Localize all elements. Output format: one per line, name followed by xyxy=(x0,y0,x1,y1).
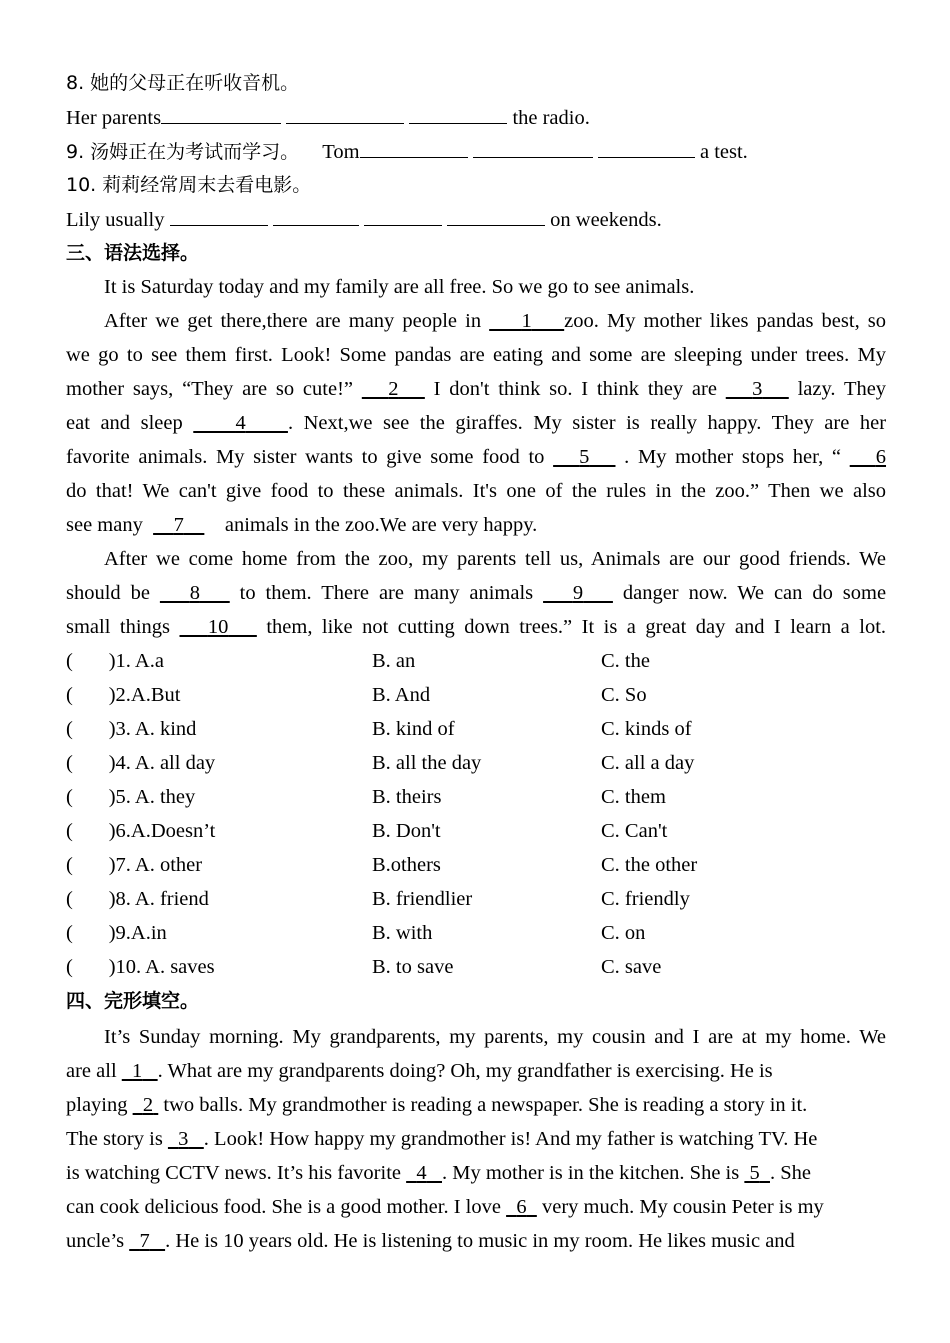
answer-blank[interactable] xyxy=(273,204,359,226)
option-c[interactable]: C. So xyxy=(601,684,647,706)
option-c[interactable]: C. save xyxy=(601,956,662,978)
option-a[interactable]: ( )6.A.Doesn’t xyxy=(66,820,216,842)
paragraph-line: mother says, “They are so cute!” 2 I don't think so. I think they are 3 lazy. They xyxy=(66,378,887,400)
blank-number: 6 xyxy=(875,446,887,468)
option-a[interactable]: ( )9.A.in xyxy=(66,922,167,944)
paragraph-line: small things 10 them, like not cutting down trees.” It is a great day and I learn a lot. xyxy=(66,616,887,638)
paragraph-line: we go to see them first. Look! Some pandas are eating and some are sleeping under trees. My xyxy=(66,344,886,366)
option-b[interactable]: B. Don't xyxy=(372,820,441,842)
option-b[interactable]: B. And xyxy=(372,684,431,706)
blank-number: 3 xyxy=(752,378,763,400)
answer-blank[interactable] xyxy=(286,102,404,124)
option-a[interactable]: ( )10. A. saves xyxy=(66,956,215,978)
paragraph-line: see many 7 animals in the zoo.We are very happy. xyxy=(66,514,538,536)
blank-number: 5 xyxy=(579,446,590,468)
section-heading: 四、完形填空。 xyxy=(66,990,200,1012)
paragraph-line: are all 1 . What are my grandparents doing? Oh, my grandfather is exercising. He is xyxy=(66,1060,773,1082)
q8-english xyxy=(66,102,886,132)
paragraph-line: It is Saturday today and my family are all free. So we go to see animals. xyxy=(104,276,695,298)
option-b[interactable]: B. an xyxy=(372,650,416,672)
blank-number: 4 xyxy=(416,1162,427,1184)
option-c[interactable]: C. the other xyxy=(601,854,698,876)
q8-text-start: Her parents xyxy=(66,107,162,129)
paragraph-line: eat and sleep 4 . Next,we see the giraffes. My sister is really happy. They are her xyxy=(66,412,887,434)
blank-number: 2 xyxy=(142,1094,154,1116)
option-a[interactable]: ( )8. A. friend xyxy=(66,888,209,910)
option-a[interactable]: ( )5. A. they xyxy=(66,786,196,808)
blank-number: 6 xyxy=(516,1196,527,1218)
paragraph-line: can cook delicious food. She is a good mother. I love 6 very much. My cousin Peter is my xyxy=(66,1196,824,1218)
answer-blank[interactable] xyxy=(161,102,281,124)
blank-number: 2 xyxy=(388,378,399,400)
option-b[interactable]: B. kind of xyxy=(372,718,455,740)
paragraph-line: do that! We can't give food to these animals. It's one of the rules in the zoo.” Then we also xyxy=(66,480,886,502)
q10-text-start: Lily usually xyxy=(66,209,165,231)
blank-number: 8 xyxy=(189,582,200,604)
option-b[interactable]: B. theirs xyxy=(372,786,442,808)
blank-number: 9 xyxy=(572,582,584,604)
q8-text-end: the radio. xyxy=(512,107,590,129)
option-b[interactable]: B. friendlier xyxy=(372,888,473,910)
answer-blank[interactable] xyxy=(360,136,468,158)
paragraph-line: is watching CCTV news. It’s his favorite 4 . My mother is in the kitchen. She is 5 . She xyxy=(66,1162,811,1184)
option-c[interactable]: C. all a day xyxy=(601,752,695,774)
paragraph-line: favorite animals. My sister wants to give some food to 5 . My mother stops her, “ 6 xyxy=(66,446,887,468)
paragraph-line: After we come home from the zoo, my parents tell us, Animals are our good friends. We xyxy=(104,548,886,570)
answer-blank[interactable] xyxy=(409,102,507,124)
q9-text-end: a test. xyxy=(699,141,748,163)
paragraph-line: After we get there,there are many people in 1 zoo. My mother likes pandas best, so xyxy=(104,310,887,332)
option-b[interactable]: B. to save xyxy=(372,956,454,978)
answer-blank[interactable] xyxy=(598,136,695,158)
blank-number: 5 xyxy=(749,1162,760,1184)
q9-line xyxy=(66,136,886,166)
blank-number: 1 xyxy=(132,1060,143,1082)
paragraph-line: playing 2 two balls. My grandmother is reading a newspaper. She is reading a story in it. xyxy=(66,1094,808,1116)
paragraph-line: should be 8 to them. There are many animals 9 danger now. We can do some xyxy=(66,582,887,604)
option-c[interactable]: C. on xyxy=(601,922,646,944)
paragraph-line: It’s Sunday morning. My grandparents, my parents, my cousin and I are at my home. We xyxy=(104,1026,886,1048)
blank-number: 3 xyxy=(178,1128,189,1150)
section-heading: 三、语法选择。 xyxy=(66,242,200,264)
option-a[interactable]: ( )7. A. other xyxy=(66,854,203,876)
q10-chinese: 10. 莉莉经常周末去看电影。 xyxy=(66,174,312,196)
option-b[interactable]: B.others xyxy=(372,854,441,876)
option-a[interactable]: ( )3. A. kind xyxy=(66,718,197,740)
paragraph-line: The story is 3 . Look! How happy my grandmother is! And my father is watching TV. He xyxy=(66,1128,818,1150)
option-c[interactable]: C. the xyxy=(601,650,650,672)
option-a[interactable]: ( )4. A. all day xyxy=(66,752,216,774)
option-b[interactable]: B. with xyxy=(372,922,433,944)
option-c[interactable]: C. Can't xyxy=(601,820,668,842)
option-b[interactable]: B. all the day xyxy=(372,752,482,774)
q9-text-start: Tom xyxy=(322,141,360,163)
answer-blank[interactable] xyxy=(447,204,545,226)
blank-number: 7 xyxy=(139,1230,150,1252)
q10-english xyxy=(66,204,886,234)
answer-blank[interactable] xyxy=(170,204,268,226)
blank-number: 1 xyxy=(521,310,532,332)
option-a[interactable]: ( )1. A.a xyxy=(66,650,164,672)
option-a[interactable]: ( )2.A.But xyxy=(66,684,181,706)
answer-blank[interactable] xyxy=(473,136,593,158)
q8-chinese: 8. 她的父母正在听收音机。 xyxy=(66,72,300,94)
answer-blank[interactable] xyxy=(364,204,442,226)
paragraph-line: uncle’s 7 . He is 10 years old. He is listening to music in my room. He likes music and xyxy=(66,1230,795,1252)
blank-number: 4 xyxy=(235,412,246,434)
blank-number: 10 xyxy=(207,616,229,638)
q9-chinese: 9. 汤姆正在为考试而学习。 xyxy=(66,141,300,163)
option-c[interactable]: C. kinds of xyxy=(601,718,692,740)
blank-number: 7 xyxy=(173,514,184,536)
option-c[interactable]: C. friendly xyxy=(601,888,690,910)
q10-text-end: on weekends. xyxy=(550,209,662,231)
option-c[interactable]: C. them xyxy=(601,786,666,808)
